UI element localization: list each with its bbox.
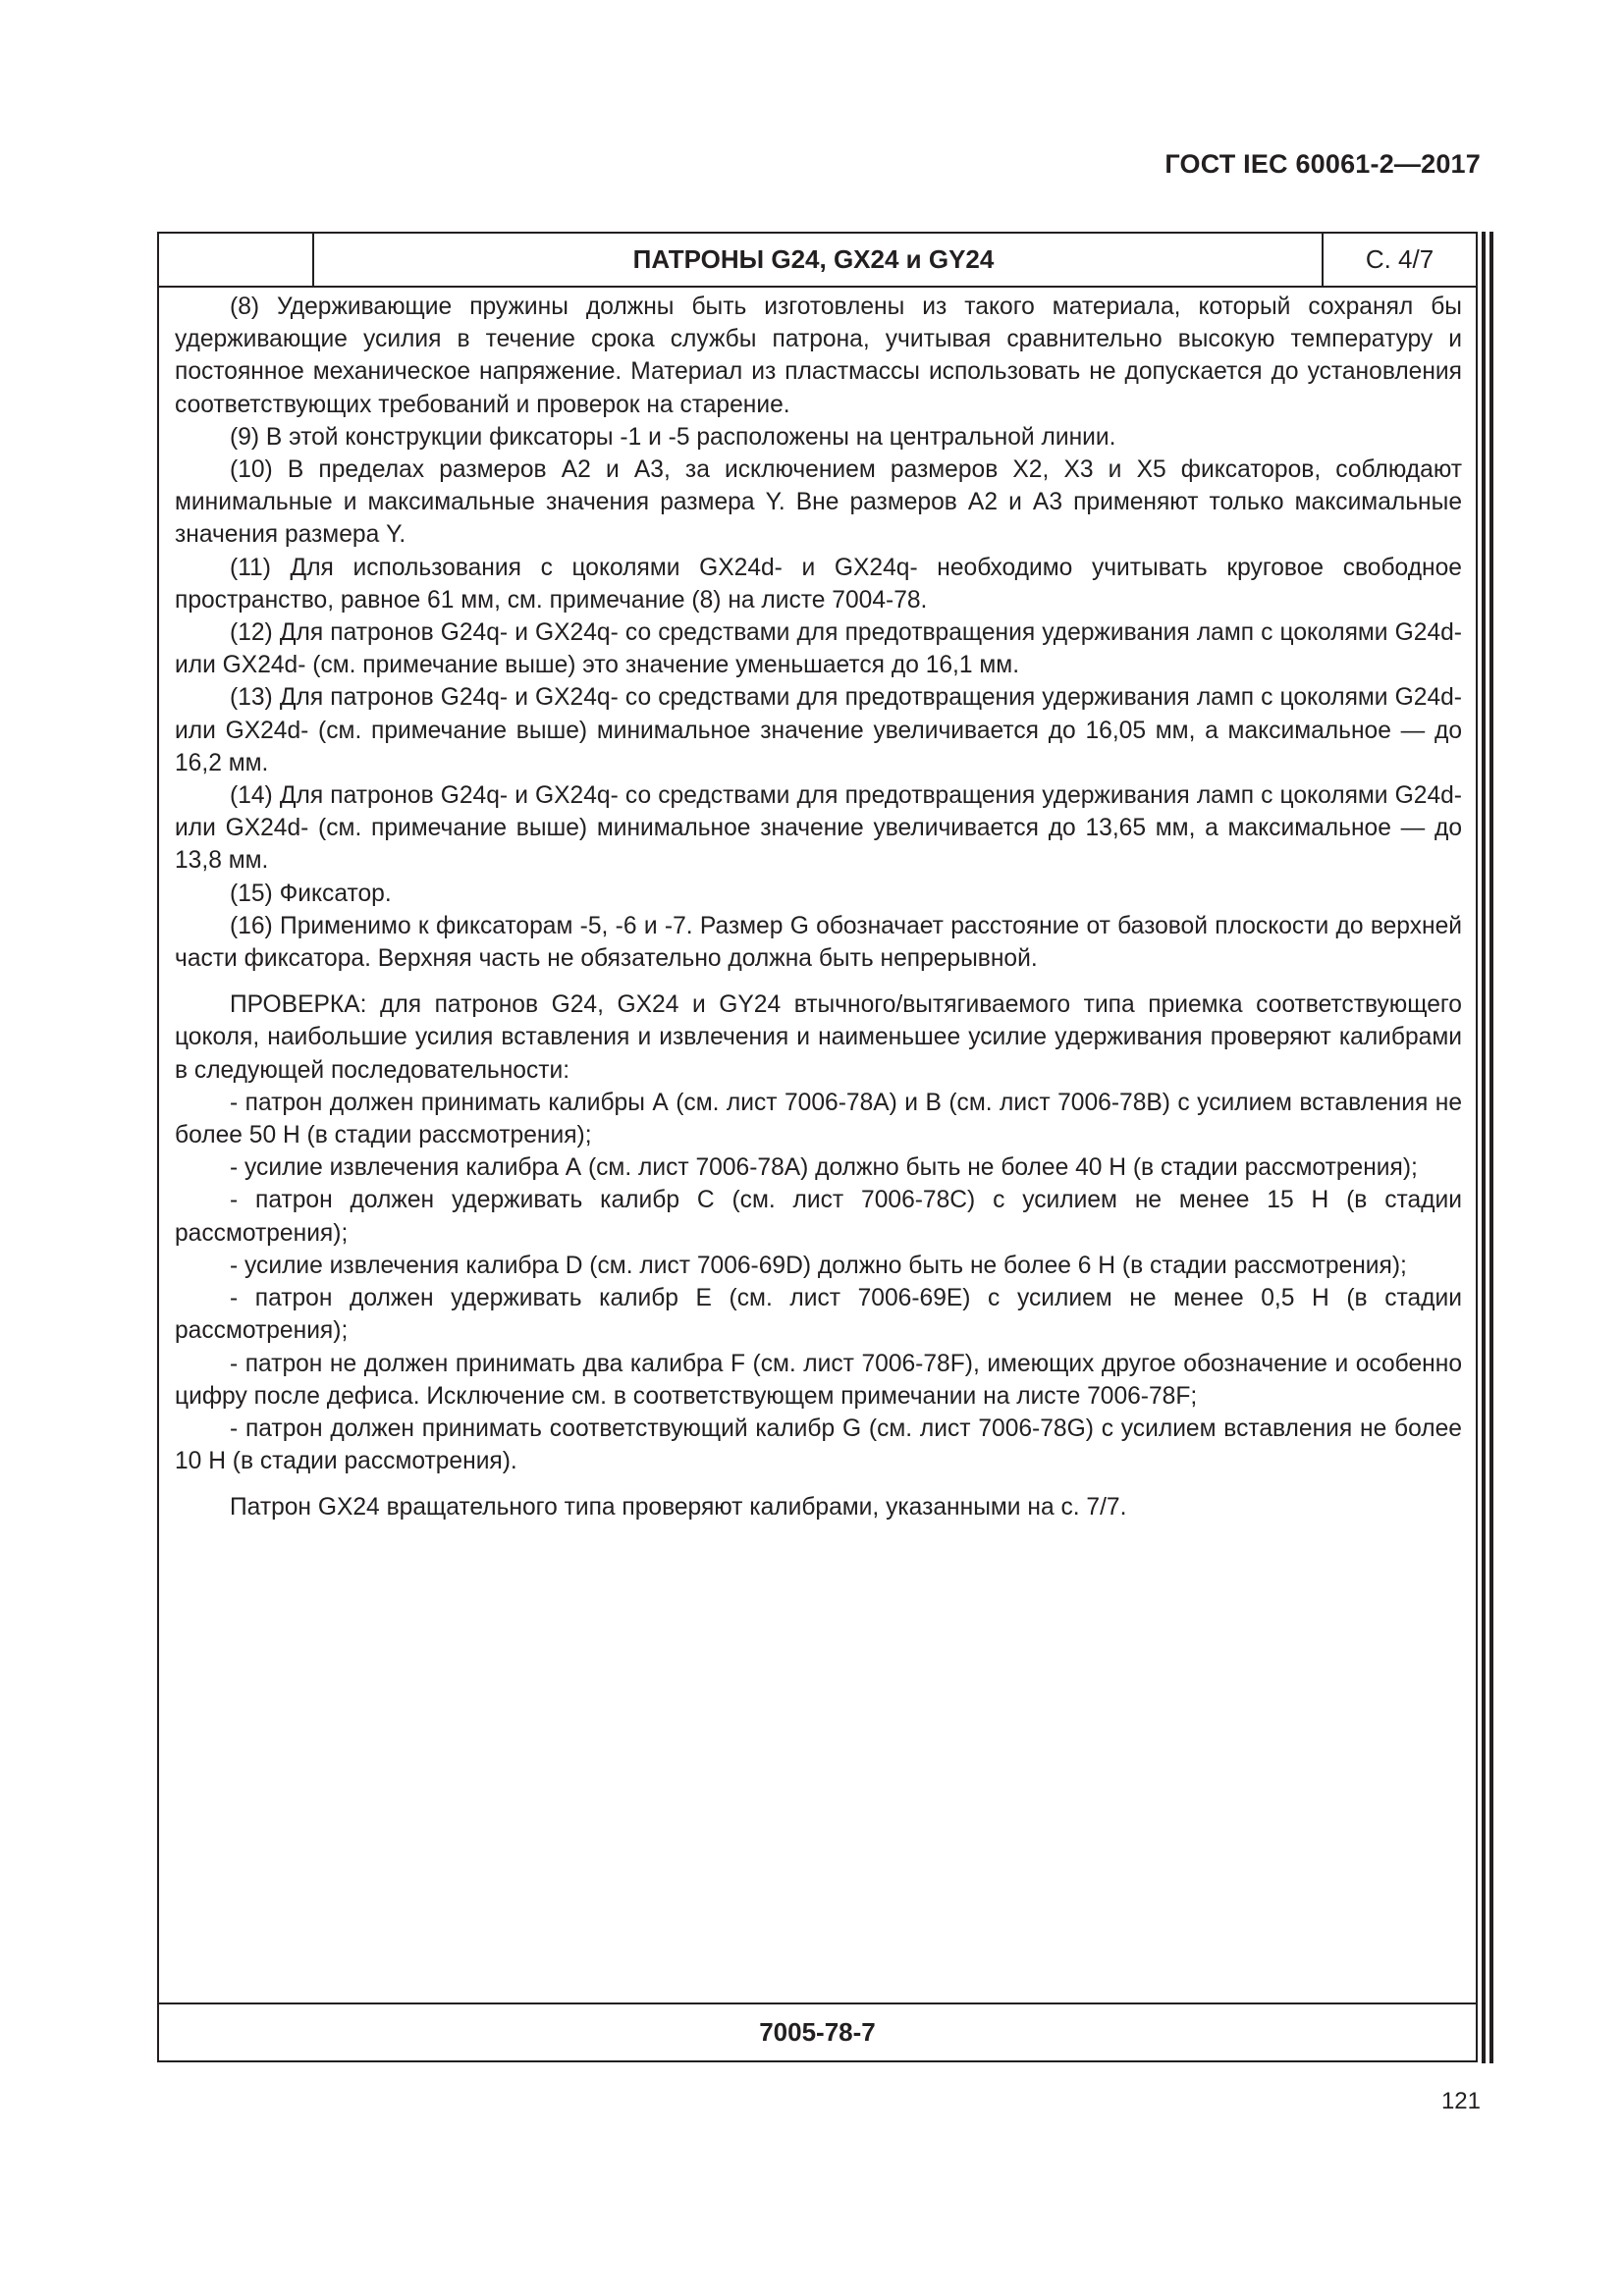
- check-item: - патрон не должен принимать два калибра F (см. лист 7006-78F), имеющих другое обозначение и особенно цифру после дефиса. Исключение см. в соответствующем примечании на листе 7006-78F;: [175, 1350, 1462, 1410]
- check-item: - патрон должен принимать калибры А (см. лист 7006-78A) и В (см. лист 7006-78B) с усилием вставления не более 50 Н (в стадии рассмотрения);: [175, 1089, 1462, 1149]
- standard-id: ГОСТ IEC 60061-2—2017: [1164, 149, 1481, 179]
- check-item: - усилие извлечения калибра А (см. лист 7006-78A) должно быть не более 40 Н (в стадии рассмотрения);: [230, 1154, 1418, 1182]
- sheet-header-empty-cell: [159, 234, 314, 286]
- note-15: (15) Фиксатор.: [230, 880, 392, 907]
- note-16: (16) Применимо к фиксаторам -5, -6 и -7. Размер G обозначает расстояние от базовой плоскости до верхней части фиксатора. Верхняя часть не обязательно должна быть непрерывной.: [175, 912, 1462, 973]
- page-number: 121: [1440, 2088, 1481, 2114]
- sheet-body: [175, 291, 1462, 1524]
- sheet-footer-code: 7005-78-7: [159, 2002, 1476, 2060]
- check-intro: ПРОВЕРКА: для патронов G24, GX24 и GY24 втычного/вытягиваемого типа приемка соответствующего цоколя, наибольшие усилия вставления и извлечения и наименьшее усилие удерживания проверяют калибрами в следующей последовательности:: [175, 991, 1462, 1084]
- frame-double-rule-inner: [1482, 232, 1486, 2063]
- note-10: (10) В пределах размеров А2 и А3, за исключением размеров Х2, Х3 и Х5 фиксаторов, соблюдают минимальные и максимальные значения размера Y. Вне размеров А2 и А3 применяют только максимальные значения размера Y.: [175, 456, 1462, 549]
- check-item: - усилие извлечения калибра D (см. лист 7006-69D) должно быть не более 6 Н (в стадии рассмотрения);: [230, 1252, 1407, 1279]
- note-14: (14) Для патронов G24q- и GX24q- со средствами для предотвращения удерживания ламп с цоколями G24d- или GX24d- (см. примечание выше) минимальное значение увеличивается до 13,65 мм, а максимальное — до 13,8 мм.: [175, 782, 1462, 875]
- note-8: (8) Удерживающие пружины должны быть изготовлены из такого материала, который сохранял бы удерживающие усилия в течение срока службы патрона, учитывая сравнительно высокую температуру и постоянное механическое напряжение. Материал из пластмассы использовать не допускается до установления соответствующих требований и проверок на старение.: [175, 294, 1462, 418]
- check-item: - патрон должен удерживать калибр С (см. лист 7006-78C) с усилием не менее 15 Н (в стадии рассмотрения);: [175, 1187, 1462, 1247]
- data-sheet-frame: [157, 232, 1478, 2062]
- note-12: (12) Для патронов G24q- и GX24q- со средствами для предотвращения удерживания ламп с цоколями G24d- или GX24d- (см. примечание выше) это значение уменьшается до 16,1 мм.: [175, 619, 1462, 679]
- check-item: - патрон должен принимать соответствующий калибр G (см. лист 7006-78G) с усилием вставления не более 10 Н (в стадии рассмотрения).: [175, 1415, 1462, 1475]
- note-11: (11) Для использования с цоколями GX24d- и GX24q- необходимо учитывать круговое свободное пространство, равное 61 мм, см. примечание (8) на листе 7004-78.: [175, 554, 1462, 614]
- sheet-number: С. 4/7: [1322, 234, 1476, 286]
- note-13: (13) Для патронов G24q- и GX24q- со средствами для предотвращения удерживания ламп с цоколями G24d- или GX24d- (см. примечание выше) минимальное значение увеличивается до 16,05 мм, а максимальное — до 16,2 мм.: [175, 684, 1462, 776]
- sheet-title: ПАТРОНЫ G24, GX24 и GY24: [632, 244, 995, 274]
- check-item: - патрон должен удерживать калибр Е (см. лист 7006-69E) с усилием не менее 0,5 Н (в стадии рассмотрения);: [175, 1285, 1462, 1345]
- sheet-header-row: [159, 234, 1476, 288]
- frame-double-rule-outer: [1489, 232, 1493, 2063]
- note-9: (9) В этой конструкции фиксаторы -1 и -5 расположены на центральной линии.: [230, 423, 1116, 451]
- rotary-check-note: Патрон GX24 вращательного типа проверяют калибрами, указанными на с. 7/7.: [230, 1494, 1127, 1522]
